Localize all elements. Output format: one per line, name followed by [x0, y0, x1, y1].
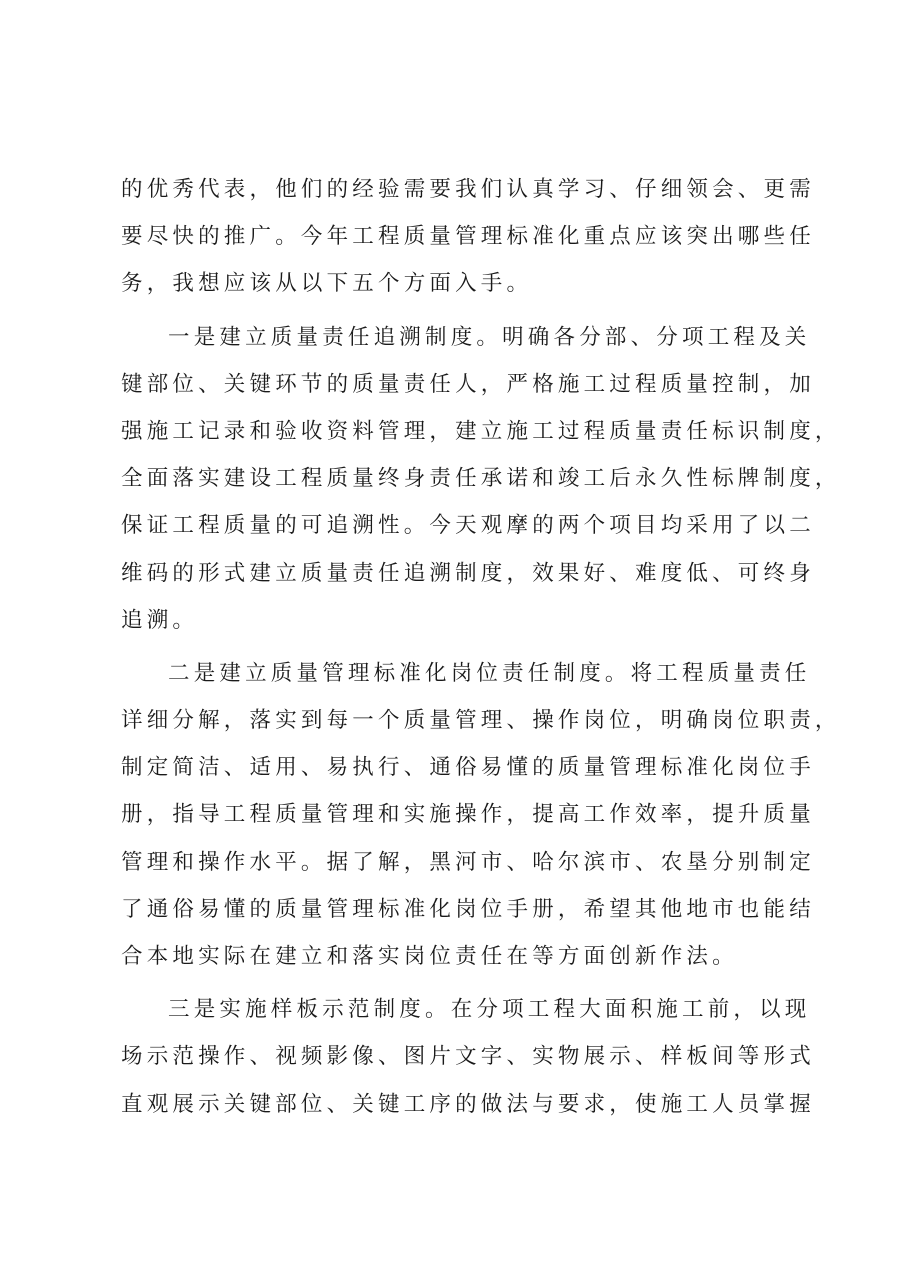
text-line: 追溯。 — [121, 607, 199, 633]
text-line: 务，我想应该从以下五个方面入手。 — [121, 271, 533, 297]
text-line: 合本地实际在建立和落实岗位责任在等方面创新作法。 — [121, 944, 738, 969]
text-line: 的优秀代表，他们的经验需要我们认真学习、仔细领会、更需 — [121, 177, 815, 202]
text-line: 键部位、关键环节的质量责任人，严格施工过程质量控制，加 — [121, 371, 815, 397]
paragraph — [121, 166, 815, 308]
text-line: 制定简洁、适用、易执行、通俗易懂的质量管理标准化岗位手 — [121, 755, 815, 781]
text-line: 管理和操作水平。据了解，黑河市、哈尔滨市、农垦分别制定 — [121, 849, 815, 875]
text-line: 详细分解，落实到每一个质量管理、操作岗位，明确岗位职责， — [121, 708, 841, 734]
text-line: 直观展示关键部位、关键工序的做法与要求，使施工人员掌握 — [121, 1091, 815, 1117]
text-line: 场示范操作、视频影像、图片文字、实物展示、样板间等形式 — [121, 1044, 815, 1070]
paragraph — [121, 986, 815, 1128]
text-line: 三是实施样板示范制度。在分项工程大面积施工前，以现 — [168, 997, 811, 1023]
text-line: 一是建立质量责任追溯制度。明确各分部、分项工程及关 — [168, 324, 811, 350]
document-body — [121, 166, 841, 1128]
text-line: 保证工程质量的可追溯性。今天观摩的两个项目均采用了以二 — [121, 513, 815, 539]
text-line: 了通俗易懂的质量管理标准化岗位手册，希望其他地市也能结 — [121, 896, 815, 922]
paragraph — [121, 650, 841, 980]
text-line: 册，指导工程质量管理和实施操作，提高工作效率，提升质量 — [121, 802, 815, 828]
text-line: 二是建立质量管理标准化岗位责任制度。将工程质量责任 — [168, 660, 811, 686]
text-line: 维码的形式建立质量责任追溯制度，效果好、难度低、可终身 — [121, 560, 815, 586]
text-line: 全面落实建设工程质量终身责任承诺和竣工后永久性标牌制度， — [121, 466, 841, 492]
text-line: 强施工记录和验收资料管理，建立施工过程质量责任标识制度， — [121, 418, 841, 444]
text-line: 要尽快的推广。今年工程质量管理标准化重点应该突出哪些任 — [121, 224, 815, 250]
paragraph — [121, 314, 841, 644]
